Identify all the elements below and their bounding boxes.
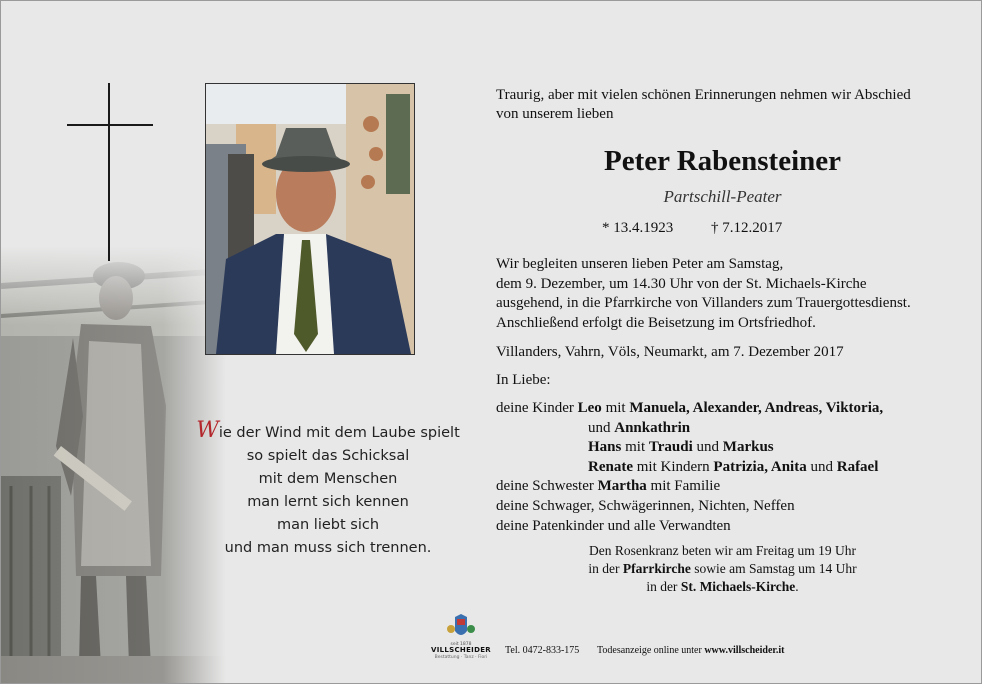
funeral-details-line-3: ausgehend, in die Pfarrkirche von Villanders zum Trauergottesdienst. (496, 295, 911, 311)
family-list (496, 399, 966, 536)
funeral-home-logo (429, 613, 493, 663)
funeral-details-line-4: Anschließend erfolgt die Beisetzung im Ortsfriedhof. (496, 314, 816, 331)
rosary-line-2: in der Pfarrkirche sowie am Samstag um 14 Uhr (588, 561, 857, 576)
intro-line-1: Traurig, aber mit vielen schönen Erinnerungen nehmen wir Abschied (496, 87, 911, 103)
in-liebe-heading: In Liebe: (496, 372, 551, 388)
logo-brand-name: VILLSCHEIDER (431, 646, 491, 654)
phone-number: Tel. 0472-833-175 (505, 645, 580, 656)
rosary-line-1: Den Rosenkranz beten wir am Freitag um 19 Uhr (589, 543, 856, 558)
logo-tagline: Bestattung · Tanz · Fiori (434, 655, 488, 660)
family-line-children-cont: und Annkathrin (588, 419, 691, 436)
deceased-nickname: Partschill-Peater (663, 187, 782, 206)
family-line-godchildren: deine Patenkinder und alle Verwandten (496, 517, 731, 534)
poem-line-3: mit dem Menschen (258, 471, 398, 487)
family-line-hans: Hans mit Traudi und Markus (588, 439, 774, 456)
cross-vertical-bar (108, 83, 110, 261)
website-link[interactable]: www.villscheider.it (704, 645, 785, 656)
rosary-notice (496, 542, 949, 596)
birth-date: * 13.4.1923 (602, 220, 674, 236)
poem-line-4: man lernt sich kennen (247, 494, 409, 510)
family-line-in-laws: deine Schwager, Schwägerinnen, Nichten, Neffen (496, 497, 795, 514)
online-notice: Todesanzeige online unter www.villscheider.it (597, 645, 785, 656)
logo-small-text: seit 1878 (450, 642, 472, 647)
poem-line-1-text: ie der Wind mit dem Laube spielt (218, 425, 460, 441)
poem-line-1 (179, 419, 477, 445)
death-date: † 7.12.2017 (711, 220, 783, 236)
rosary-line-3: in der St. Michaels-Kirche. (646, 579, 799, 594)
intro-text (496, 86, 966, 124)
poem-initial-letter: W (196, 418, 219, 443)
cross-horizontal-bar (67, 124, 153, 126)
funeral-details-line-2: dem 9. Dezember, um 14.30 Uhr von der St. Michaels-Kirche (496, 275, 867, 292)
poem-line-2: so spielt das Schicksal (246, 448, 410, 464)
life-dates (602, 220, 782, 237)
portrait-photo (205, 83, 415, 355)
deceased-name: Peter Rabensteiner (603, 145, 842, 177)
intro-line-2: von unserem lieben (496, 106, 614, 122)
funeral-details (496, 255, 966, 333)
funeral-home-emblem-icon (429, 613, 493, 647)
family-line-children: deine Kinder Leo mit Manuela, Alexander, Andreas, Viktoria, (496, 400, 884, 416)
family-line-sister: deine Schwester Martha mit Familie (496, 478, 721, 495)
poem (179, 419, 477, 560)
poem-line-5: man liebt sich (276, 517, 380, 533)
family-line-renate: Renate mit Kindern Patrizia, Anita und Rafael (588, 458, 879, 475)
poem-line-6: und man muss sich trennen. (224, 540, 432, 556)
footer (429, 613, 849, 663)
place-and-date: Villanders, Vahrn, Völs, Neumarkt, am 7. Dezember 2017 (496, 344, 844, 360)
funeral-details-line-1: Wir begleiten unseren lieben Peter am Samstag, (496, 256, 784, 272)
